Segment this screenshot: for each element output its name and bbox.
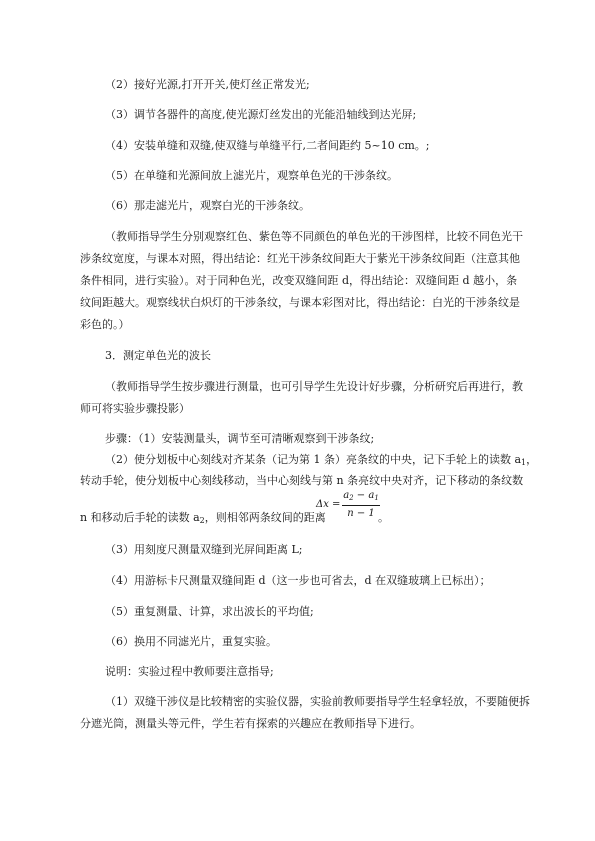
text-line: 涉条纹宽度，与课本对照，得出结论：红光干涉条纹间距大于紫光干涉条纹间距（注意其他 [80, 252, 520, 265]
text-line: 纹间距越大。观察线状白炽灯的干涉条纹，与课本彩图对比，得出结论：白光的干涉条纹是 [80, 296, 520, 309]
text-run: n 和移动后手轮的读数 a [80, 511, 200, 524]
text-run: ， [526, 453, 538, 466]
formula-lhs: Δx = [316, 499, 341, 510]
subscript: 1 [521, 458, 527, 467]
formula-numerator [342, 490, 380, 502]
section-heading: 3．测定单色光的波长 [105, 349, 211, 362]
text-line: 转动手轮，使分划板中心刻线移动，当中心刻线与第 n 条亮纹中央对齐，记下移动的条纹数 [80, 474, 524, 487]
text-line: （3）调节各器件的高度,使光源灯丝发出的光能沿轴线到达光屏; [105, 108, 417, 121]
text-line: （教师指导学生按步骤进行测量，也可引导学生先设计好步骤，分析研究后再进行，教 [105, 380, 523, 393]
formula-sub1: 1 [374, 494, 379, 502]
text-run: （2）使分划板中心刻线对齐某条（记为第 1 条）亮条纹的中央，记下手轮上的读数 a [105, 453, 522, 466]
fringe-spacing-formula [316, 490, 384, 522]
text-line: （5）重复测量、计算，求出波长的平均值; [105, 605, 314, 618]
text-line: 师可将实验步骤投影） [80, 402, 190, 415]
text-line: （1）双缝干涉仪是比较精密的实验仪器，实验前教师要指导学生轻拿轻放，不要随便拆 [105, 695, 530, 708]
text-line [80, 511, 326, 528]
text-line [105, 453, 537, 470]
text-line: （4）安装单缝和双缝,使双缝与单缝平行,二者间距约 5~10 cm。; [105, 139, 430, 152]
text-line: 说明：实验过程中教师要注意指导; [105, 665, 274, 678]
text-line: 彩色的。） [80, 318, 130, 331]
text-line: （5）在单缝和光源间放上滤光片，观察单色光的干涉条纹。 [105, 169, 398, 182]
fraction-bar [342, 505, 380, 506]
formula-minus: − a [353, 490, 375, 501]
formula-period: 。 [378, 511, 389, 524]
formula-sub2: 2 [349, 494, 354, 502]
formula-denominator: n − 1 [347, 508, 375, 519]
text-line: 步骤：（1）安装测量头，调节至可清晰观察到干涉条纹; [105, 432, 375, 445]
text-line: 分遮光筒，测量头等元件，学生若有探索的兴趣应在教师指导下进行。 [80, 717, 421, 730]
text-run: ，则相邻两条纹间的距离 [204, 511, 326, 524]
text-line: （3）用刻度尺测量双缝到光屏间距离 L; [105, 543, 303, 556]
text-line: （6）那走滤光片，观察白光的干涉条纹。 [105, 199, 310, 212]
text-line: （4）用游标卡尺测量双缝间距 d（这一步也可省去，d 在双缝玻璃上已标出）； [105, 574, 491, 587]
text-line: （教师指导学生分别观察红色、紫色等不同颜色的单色光的干涉图样，比较不同色光干 [105, 230, 523, 243]
text-line: （2）接好光源,打开开关,使灯丝正常发光; [105, 78, 310, 91]
subscript: 2 [199, 516, 205, 525]
text-line: 条件相同，进行实验）。对于同种色光，改变双缝间距 d，得出结论：双缝间距 d 越小，条 [80, 274, 518, 287]
text-line: （6）换用不同滤光片，重复实验。 [105, 635, 277, 648]
formula-a2: a [343, 490, 350, 501]
